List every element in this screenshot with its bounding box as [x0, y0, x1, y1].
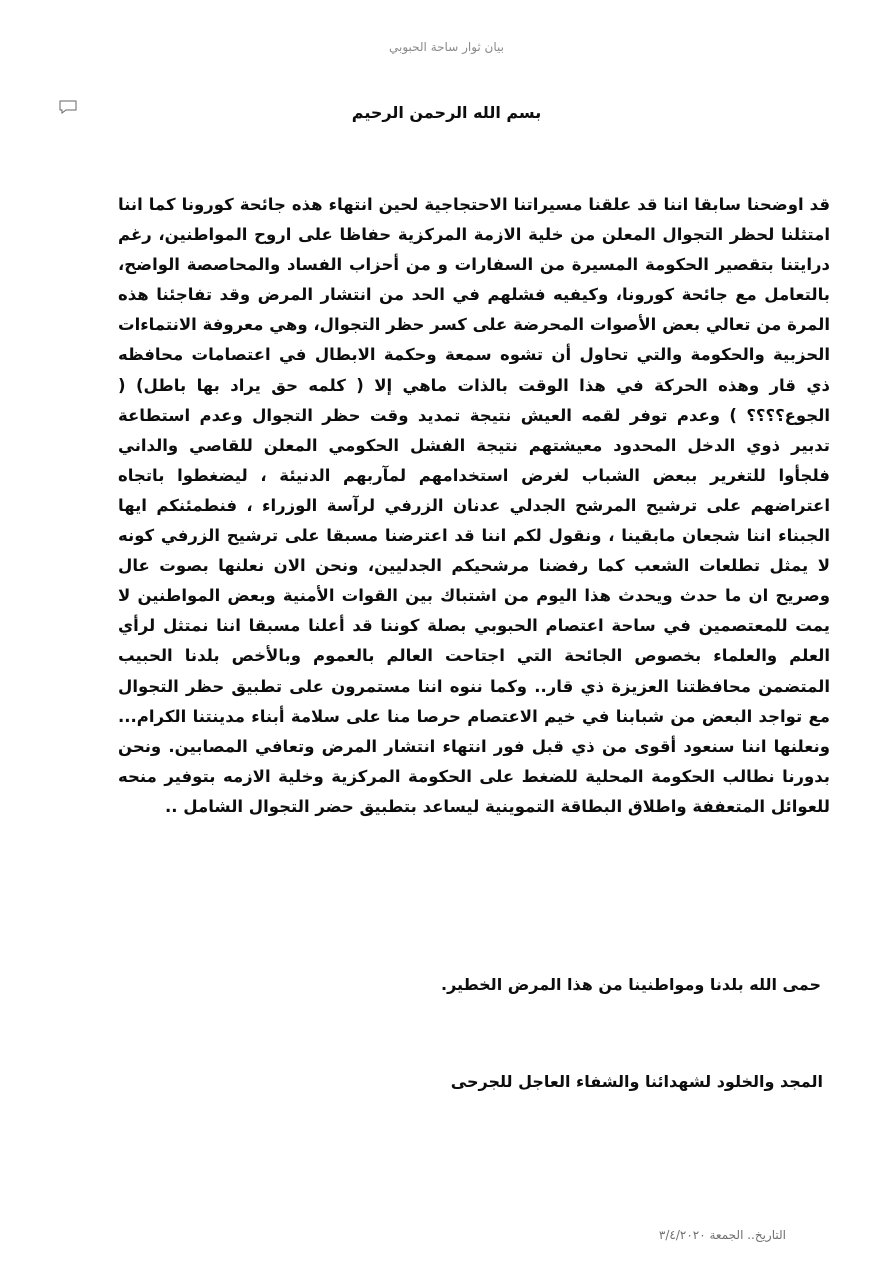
basmala-heading: بسم الله الرحمن الرحيم — [351, 103, 542, 122]
statement-body: قد اوضحنا سابقا اننا قد علقنا مسيراتنا الاحتجاجية لحين انتهاء هذه جائحة كورونا كما اننا امتثلنا لحظر التجوال المعلن من خلية الازمة المركزية حفاظا على اروح المواطنين، رغم درايتنا بتقصير الحكومة المسيرة من السفارات و من أحزاب الفساد والمحاصصة الواضح، بالتعامل مع جائحة كورونا، وكيفيه فشلهم في الحد من انتشار المرض وقد تفاجئنا هذه المرة من تعالي بعض الأصوات المحرضة على كسر حظر التجوال، وهي معروفة الانتماءات الحزبية والحكومة والتي تحاول أن تشوه سمعة وحكمة الابطال في اعتصامات محافظه ذي قار وهذه الحركة في هذا الوقت بالذات ماهي إلا ( كلمه حق يراد بها باطل) ( الجوع؟؟؟؟ ) وعدم توفر لقمه العيش نتيجة تمديد وقت حظر التجوال وعدم استطاعة تدبير ذوي الدخل المحدود معيشتهم نتيجة الفشل الحكومي المعلن للقاصي والداني فلجأوا للتغرير ببعض الشباب لغرض استخدامهم لمآربهم الدنيئة ، ليضغطوا باتجاه اعتراضهم على ترشيح المرشح الجدلي عدنان الزرفي لرآسة الوزراء ، فنطمئنكم ايها الجبناء اننا شجعان مابقينا ، ونقول لكم اننا قد اعترضنا مسبقا على ترشيح الزرفي كونه لا يمثل تطلعات الشعب كما رفضنا مرشحيكم الجدليين، ونحن الان نعلنها بصوت عال وصريح ان ما حدث ويحدث هذا اليوم من اشتباك بين القوات الأمنية وبعض المواطنين لا يمت للمعتصمين في ساحة اعتصام الحبوبي بصلة كوننا قد أعلنا مسبقا اننا نمتثل لرأي العلم والعلماء بخصوص الجائحة التي اجتاحت العالم بالعموم وبالأخص بلدنا الحبيب المتضمن محافظتنا العزيزة ذي قار.. وكما ننوه اننا مستمرون على تطبيق حظر التجوال مع تواجد البعض من شبابنا في خيم الاعتصام حرصا منا على سلامة أبناء مدينتنا الكرام... ونعلنها اننا سنعود أقوى من ذي قبل فور انتهاء انتشار المرض وتعافي المصابين. ونحن بدورنا نطالب الحكومة المحلية للضغط على الحكومة المركزية وخلية الازمه بتوفير منحه للعوائل المتعففة واطلاق البطاقة التموينية ليساعد بتطبيق حضر التجوال الشامل .. — [118, 195, 830, 816]
closing-prayer: حمى الله بلدنا ومواطنينا من هذا المرض الخطير. — [441, 975, 821, 994]
closing-glory-line: المجد والخلود لشهدائنا والشفاء العاجل للجرحى — [450, 1072, 823, 1091]
document-header-title: بيان ثوار ساحة الحبوبي — [388, 40, 504, 54]
date-footer: التاريخ.. الجمعة ٣/٤/٢٠٢٠ — [658, 1228, 786, 1242]
